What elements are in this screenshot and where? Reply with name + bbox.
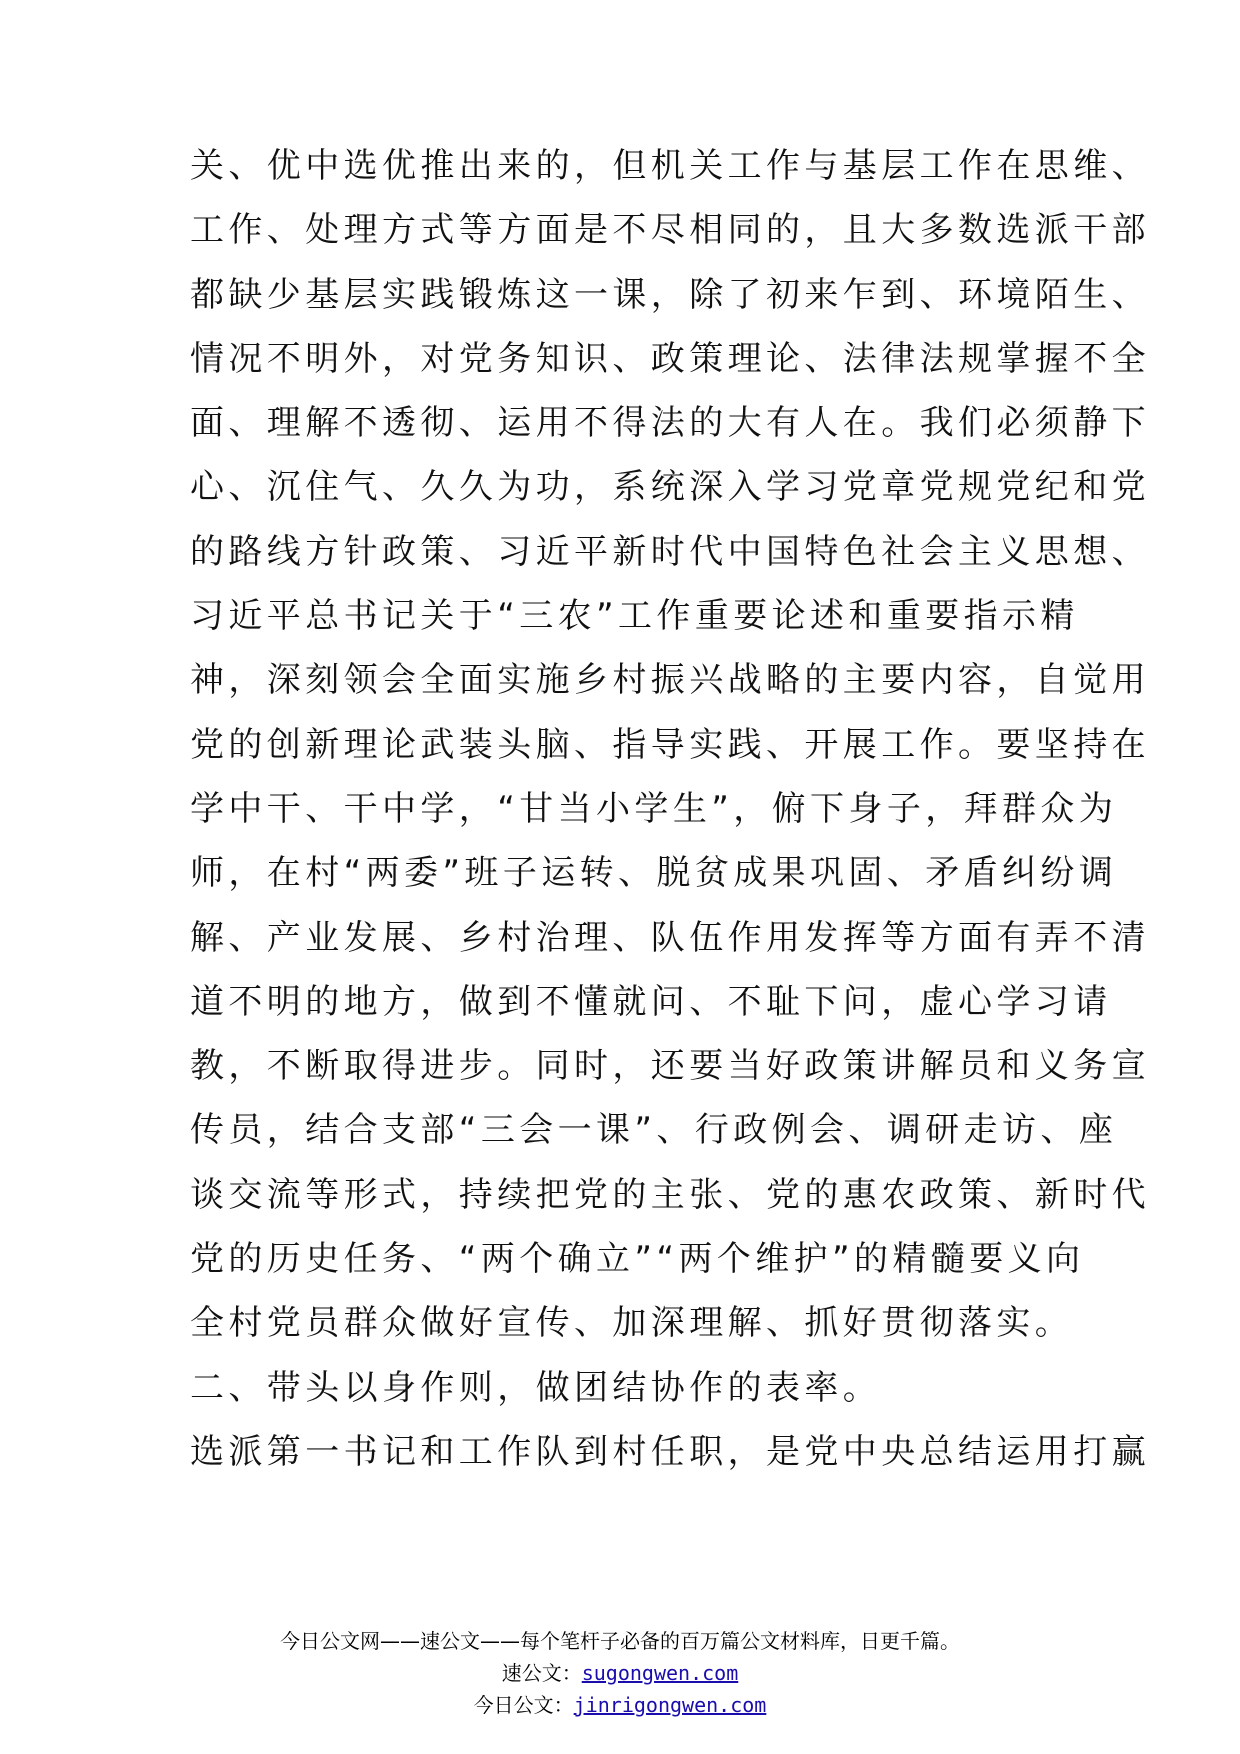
text-line: 心、沉住气、久久为功，系统深入学习党章党规党纪和党 <box>190 467 1150 508</box>
text-line: 道不明的地方，做到不懂就问、不耻下问，虚心学习请 <box>190 981 1112 1022</box>
document-body <box>190 146 1150 1514</box>
page-footer <box>0 1625 1240 1721</box>
text-line: 全村党员群众做好宣传、加深理解、抓好贯彻落实。 <box>190 1303 1074 1344</box>
text-line: 工作、处理方式等方面是不尽相同的，且大多数选派干部 <box>190 210 1150 251</box>
footer-sugongwen <box>0 1657 1240 1689</box>
text-line: 面、理解不透彻、运用不得法的大有人在。我们必须静下 <box>190 403 1150 444</box>
text-line: 党的历史任务、“两个确立”“两个维护”的精髓要义向 <box>190 1239 1085 1280</box>
text-line: 的路线方针政策、习近平新时代中国特色社会主义思想、 <box>190 531 1150 572</box>
text-line: 解、产业发展、乡村治理、队伍作用发挥等方面有弄不清 <box>190 917 1150 958</box>
text-line: 神，深刻领会全面实施乡村振兴战略的主要内容，自觉用 <box>190 660 1150 701</box>
section-heading: 二、带头以身作则，做团结协作的表率。 <box>190 1367 882 1408</box>
text-line: 党的创新理论武装头脑、指导实践、开展工作。要坚持在 <box>190 724 1150 765</box>
text-line: 谈交流等形式，持续把党的主张、党的惠农政策、新时代 <box>190 1174 1150 1215</box>
text-line: 选派第一书记和工作队到村任职，是党中央总结运用打赢 <box>190 1431 1150 1472</box>
jinrigongwen-label: 今日公文： <box>473 1693 574 1717</box>
text-line: 情况不明外，对党务知识、政策理论、法律法规掌握不全 <box>190 338 1150 379</box>
footer-tagline: 今日公文网——速公文——每个笔杆子必备的百万篇公文材料库，日更千篇。 <box>280 1629 960 1653</box>
text-line: 都缺少基层实践锻炼这一课，除了初来乍到、环境陌生、 <box>190 274 1150 315</box>
text-line: 关、优中选优推出来的，但机关工作与基层工作在思维、 <box>190 146 1150 186</box>
text-line: 传员，结合支部“三会一课”、行政例会、调研走访、座 <box>190 1110 1118 1151</box>
sugongwen-label: 速公文： <box>501 1661 582 1685</box>
jinrigongwen-link[interactable]: jinrigongwen.com <box>573 1693 767 1717</box>
sugongwen-link[interactable]: sugongwen.com <box>581 1661 739 1685</box>
text-line: 习近平总书记关于“三农”工作重要论述和重要指示精 <box>190 596 1079 637</box>
text-line: 学中干、干中学，“甘当小学生”，俯下身子，拜群众为 <box>190 788 1118 829</box>
text-line: 师，在村“两委”班子运转、脱贫成果巩固、矛盾纠纷调 <box>190 853 1118 894</box>
footer-jinrigongwen <box>0 1689 1240 1721</box>
text-line: 教，不断取得进步。同时，还要当好政策讲解员和义务宣 <box>190 1046 1150 1087</box>
